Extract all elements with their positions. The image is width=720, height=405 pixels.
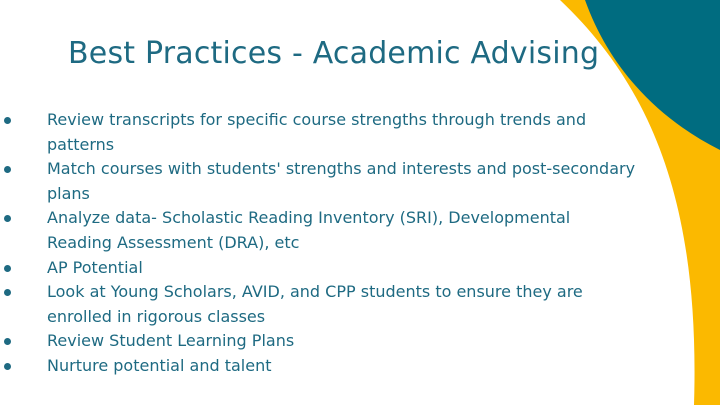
bullet-text: AP Potential [47, 257, 143, 277]
bullet-text: Analyze data- Scholastic Reading Inventory (SRI), Developmental Reading Assessment (DRA), etc [47, 208, 571, 252]
bullet-list [0, 108, 640, 379]
slide-title: Best Practices - Academic Advising [68, 36, 600, 71]
bullet-item-analyze-data [0, 206, 640, 255]
bullet-dot-icon [4, 338, 11, 345]
bullet-item-match-courses [0, 157, 640, 206]
bullet-text: Review Student Learning Plans [47, 331, 295, 351]
bullet-item-young-scholars [0, 280, 640, 329]
bullet-text: Look at Young Scholars, AVID, and CPP students to ensure they are enrolled in rigorous classes [47, 282, 583, 326]
bullet-dot-icon [4, 265, 11, 272]
bullet-item-transcripts [0, 108, 640, 157]
bullet-text: Review transcripts for specific course strengths through trends and patterns [47, 110, 587, 154]
bullet-dot-icon [4, 289, 11, 296]
bullet-dot-icon [4, 363, 11, 370]
bullet-text: Nurture potential and talent [47, 355, 272, 375]
bullet-dot-icon [4, 117, 11, 124]
bullet-dot-icon [4, 166, 11, 173]
bullet-item-learning-plans [0, 329, 640, 354]
bullet-text: Match courses with students' strengths and interests and post-secondary plans [47, 159, 636, 203]
bullet-dot-icon [4, 215, 11, 222]
bullet-item-ap-potential [0, 256, 640, 281]
bullet-item-nurture-talent [0, 354, 640, 379]
